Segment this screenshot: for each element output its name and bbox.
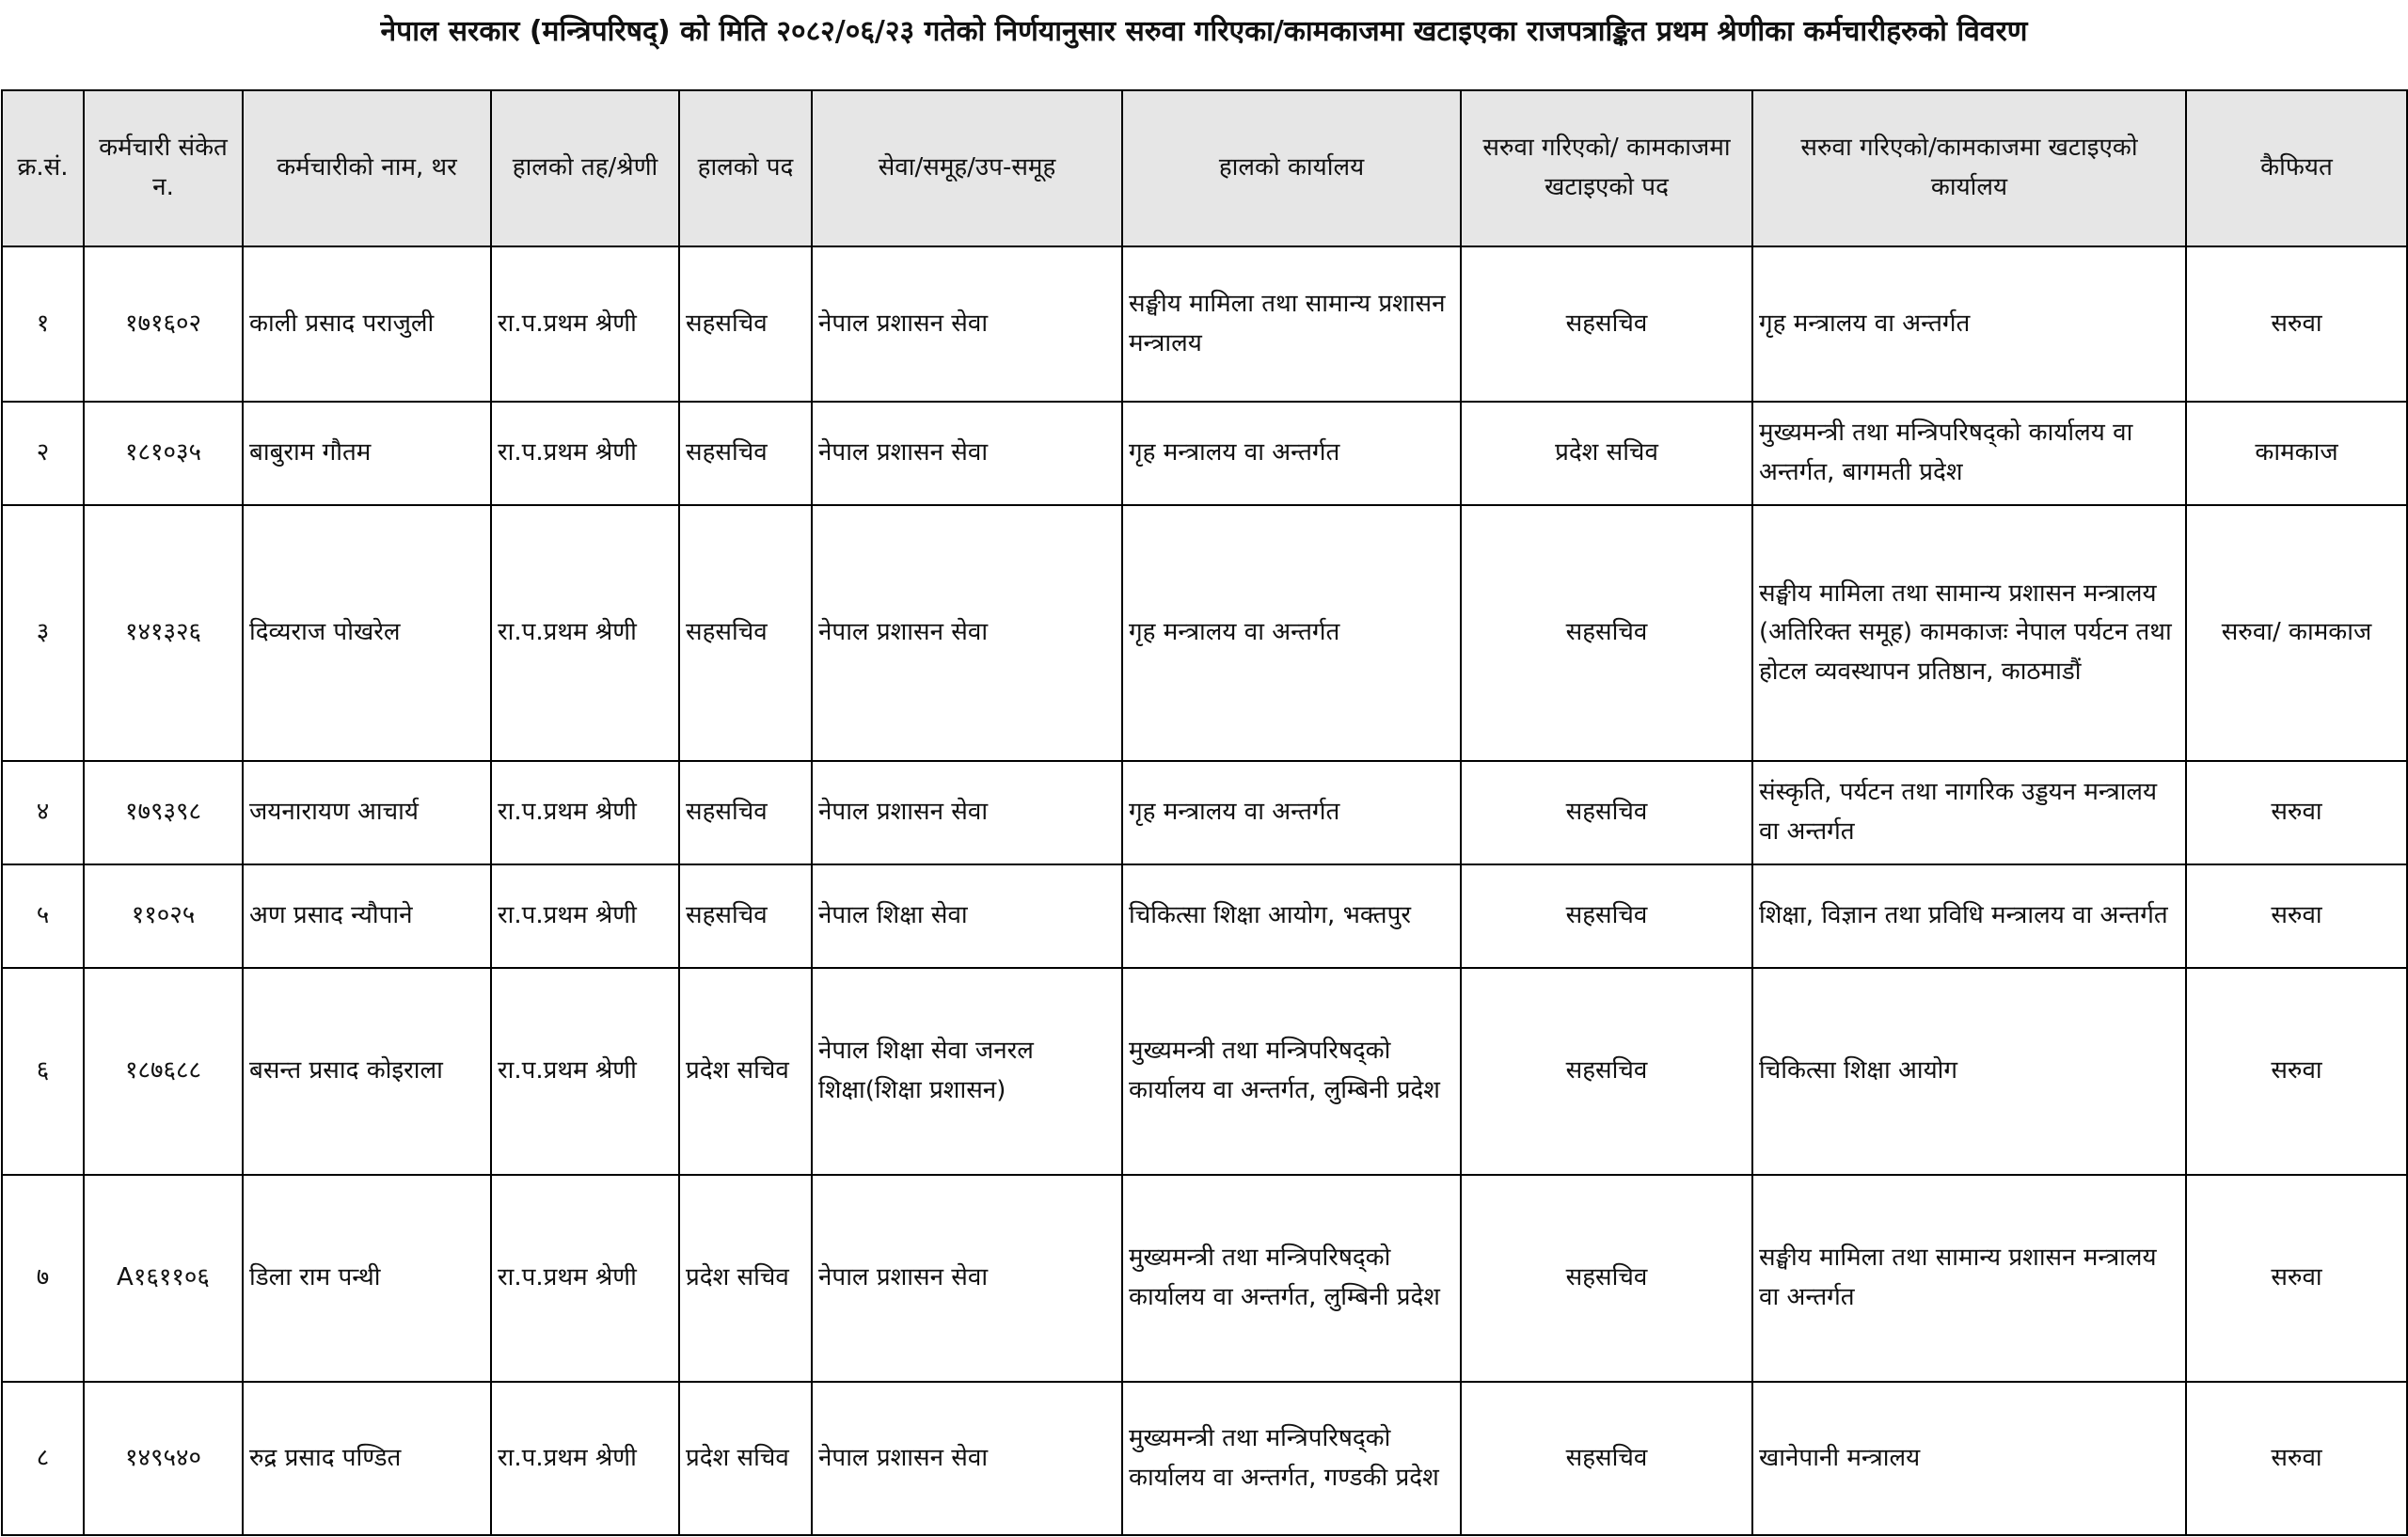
cell-current-level: रा.प.प्रथम श्रेणी [491, 1175, 679, 1382]
cell-employee-code: १४१३२६ [84, 505, 243, 761]
cell-remarks: सरुवा [2186, 761, 2407, 864]
cell-employee-name: बाबुराम गौतम [243, 402, 491, 505]
cell-new-post: प्रदेश सचिव [1461, 402, 1752, 505]
cell-remarks: कामकाज [2186, 402, 2407, 505]
cell-serial-number: ४ [2, 761, 84, 864]
table-body [2, 246, 2407, 1535]
cell-employee-name: डिला राम पन्थी [243, 1175, 491, 1382]
cell-current-office: मुख्यमन्त्री तथा मन्त्रिपरिषद्को कार्यालय वा अन्तर्गत, गण्डकी प्रदेश [1122, 1382, 1461, 1535]
cell-service-group: नेपाल प्रशासन सेवा [812, 1175, 1122, 1382]
header-current-post: हालको पद [679, 90, 812, 246]
cell-current-office: गृह मन्त्रालय वा अन्तर्गत [1122, 505, 1461, 761]
cell-service-group: नेपाल प्रशासन सेवा [812, 246, 1122, 402]
cell-employee-code: १७९३९८ [84, 761, 243, 864]
cell-current-level: रा.प.प्रथम श्रेणी [491, 864, 679, 968]
cell-remarks: सरुवा [2186, 968, 2407, 1175]
cell-current-office: मुख्यमन्त्री तथा मन्त्रिपरिषद्को कार्यालय वा अन्तर्गत, लुम्बिनी प्रदेश [1122, 968, 1461, 1175]
cell-serial-number: ५ [2, 864, 84, 968]
cell-service-group: नेपाल प्रशासन सेवा [812, 1382, 1122, 1535]
cell-current-post: प्रदेश सचिव [679, 1175, 812, 1382]
cell-new-post: सहसचिव [1461, 761, 1752, 864]
cell-remarks: सरुवा [2186, 1175, 2407, 1382]
cell-new-post: सहसचिव [1461, 1175, 1752, 1382]
cell-current-level: रा.प.प्रथम श्रेणी [491, 968, 679, 1175]
cell-serial-number: ३ [2, 505, 84, 761]
header-employee-code: कर्मचारी संकेत न. [84, 90, 243, 246]
cell-employee-name: काली प्रसाद पराजुली [243, 246, 491, 402]
cell-employee-code: १८७६८८ [84, 968, 243, 1175]
cell-remarks: सरुवा [2186, 246, 2407, 402]
cell-new-office: खानेपानी मन्त्रालय [1752, 1382, 2186, 1535]
cell-new-office: चिकित्सा शिक्षा आयोग [1752, 968, 2186, 1175]
cell-current-post: सहसचिव [679, 505, 812, 761]
cell-service-group: नेपाल प्रशासन सेवा [812, 402, 1122, 505]
cell-employee-name: जयनारायण आचार्य [243, 761, 491, 864]
cell-current-post: सहसचिव [679, 402, 812, 505]
cell-employee-code: १८१०३५ [84, 402, 243, 505]
cell-employee-name: बसन्त प्रसाद कोइराला [243, 968, 491, 1175]
table-row [2, 1382, 2407, 1535]
cell-current-level: रा.प.प्रथम श्रेणी [491, 246, 679, 402]
cell-employee-code: ११०२५ [84, 864, 243, 968]
cell-service-group: नेपाल शिक्षा सेवा [812, 864, 1122, 968]
cell-current-post: प्रदेश सचिव [679, 968, 812, 1175]
cell-employee-code: १४९५४० [84, 1382, 243, 1535]
cell-remarks: सरुवा/ कामकाज [2186, 505, 2407, 761]
header-current-level: हालको तह/श्रेणी [491, 90, 679, 246]
cell-current-office: मुख्यमन्त्री तथा मन्त्रिपरिषद्को कार्यालय वा अन्तर्गत, लुम्बिनी प्रदेश [1122, 1175, 1461, 1382]
table-row [2, 505, 2407, 761]
header-service-group: सेवा/समूह/उप-समूह [812, 90, 1122, 246]
cell-current-office: गृह मन्त्रालय वा अन्तर्गत [1122, 761, 1461, 864]
cell-new-office: गृह मन्त्रालय वा अन्तर्गत [1752, 246, 2186, 402]
cell-new-post: सहसचिव [1461, 246, 1752, 402]
cell-new-office: सङ्घीय मामिला तथा सामान्य प्रशासन मन्त्रालय वा अन्तर्गत [1752, 1175, 2186, 1382]
cell-current-level: रा.प.प्रथम श्रेणी [491, 505, 679, 761]
header-employee-name: कर्मचारीको नाम, थर [243, 90, 491, 246]
table-row [2, 761, 2407, 864]
cell-current-level: रा.प.प्रथम श्रेणी [491, 761, 679, 864]
cell-current-office: गृह मन्त्रालय वा अन्तर्गत [1122, 402, 1461, 505]
cell-service-group: नेपाल प्रशासन सेवा [812, 505, 1122, 761]
header-new-office: सरुवा गरिएको/कामकाजमा खटाइएको कार्यालय [1752, 90, 2186, 246]
table-row [2, 246, 2407, 402]
cell-new-office: संस्कृति, पर्यटन तथा नागरिक उड्डयन मन्त्रालय वा अन्तर्गत [1752, 761, 2186, 864]
cell-current-office: सङ्घीय मामिला तथा सामान्य प्रशासन मन्त्रालय [1122, 246, 1461, 402]
header-new-post: सरुवा गरिएको/ कामकाजमा खटाइएको पद [1461, 90, 1752, 246]
table-header [2, 90, 2407, 246]
table-row [2, 968, 2407, 1175]
document-title: नेपाल सरकार (मन्त्रिपरिषद्) को मिति २०८२/०६/२३ गतेको निर्णयानुसार सरुवा गरिएका/कामकाजमा खटाइएका राजपत्राङ्कित प्रथम श्रेणीका कर्मचारीहरुको विवरण [380, 15, 2028, 48]
table-row [2, 1175, 2407, 1382]
cell-new-office: शिक्षा, विज्ञान तथा प्रविधि मन्त्रालय वा अन्तर्गत [1752, 864, 2186, 968]
cell-new-office: मुख्यमन्त्री तथा मन्त्रिपरिषद्को कार्यालय वा अन्तर्गत, बागमती प्रदेश [1752, 402, 2186, 505]
cell-employee-name: अण प्रसाद न्यौपाने [243, 864, 491, 968]
cell-service-group: नेपाल शिक्षा सेवा जनरल शिक्षा(शिक्षा प्रशासन) [812, 968, 1122, 1175]
header-remarks: कैफियत [2186, 90, 2407, 246]
cell-current-level: रा.प.प्रथम श्रेणी [491, 1382, 679, 1535]
cell-current-level: रा.प.प्रथम श्रेणी [491, 402, 679, 505]
transfer-table [1, 89, 2408, 1536]
cell-serial-number: १ [2, 246, 84, 402]
cell-service-group: नेपाल प्रशासन सेवा [812, 761, 1122, 864]
cell-serial-number: ७ [2, 1175, 84, 1382]
cell-new-post: सहसचिव [1461, 864, 1752, 968]
cell-remarks: सरुवा [2186, 1382, 2407, 1535]
table-row [2, 864, 2407, 968]
cell-serial-number: २ [2, 402, 84, 505]
cell-new-office: सङ्घीय मामिला तथा सामान्य प्रशासन मन्त्रालय (अतिरिक्त समूह) कामकाजः नेपाल पर्यटन तथा होटल व्यवस्थापन प्रतिष्ठान, काठमाडौं [1752, 505, 2186, 761]
cell-new-post: सहसचिव [1461, 1382, 1752, 1535]
cell-serial-number: ८ [2, 1382, 84, 1535]
header-current-office: हालको कार्यालय [1122, 90, 1461, 246]
cell-new-post: सहसचिव [1461, 968, 1752, 1175]
header-serial-number: क्र.सं. [2, 90, 84, 246]
cell-current-office: चिकित्सा शिक्षा आयोग, भक्तपुर [1122, 864, 1461, 968]
cell-serial-number: ६ [2, 968, 84, 1175]
cell-current-post: प्रदेश सचिव [679, 1382, 812, 1535]
cell-current-post: सहसचिव [679, 864, 812, 968]
cell-new-post: सहसचिव [1461, 505, 1752, 761]
cell-remarks: सरुवा [2186, 864, 2407, 968]
cell-employee-code: १७१६०२ [84, 246, 243, 402]
cell-current-post: सहसचिव [679, 761, 812, 864]
header-row [2, 90, 2407, 246]
cell-employee-code: A१६११०६ [84, 1175, 243, 1382]
cell-current-post: सहसचिव [679, 246, 812, 402]
cell-employee-name: दिव्यराज पोखरेल [243, 505, 491, 761]
table-row [2, 402, 2407, 505]
cell-employee-name: रुद्र प्रसाद पण्डित [243, 1382, 491, 1535]
